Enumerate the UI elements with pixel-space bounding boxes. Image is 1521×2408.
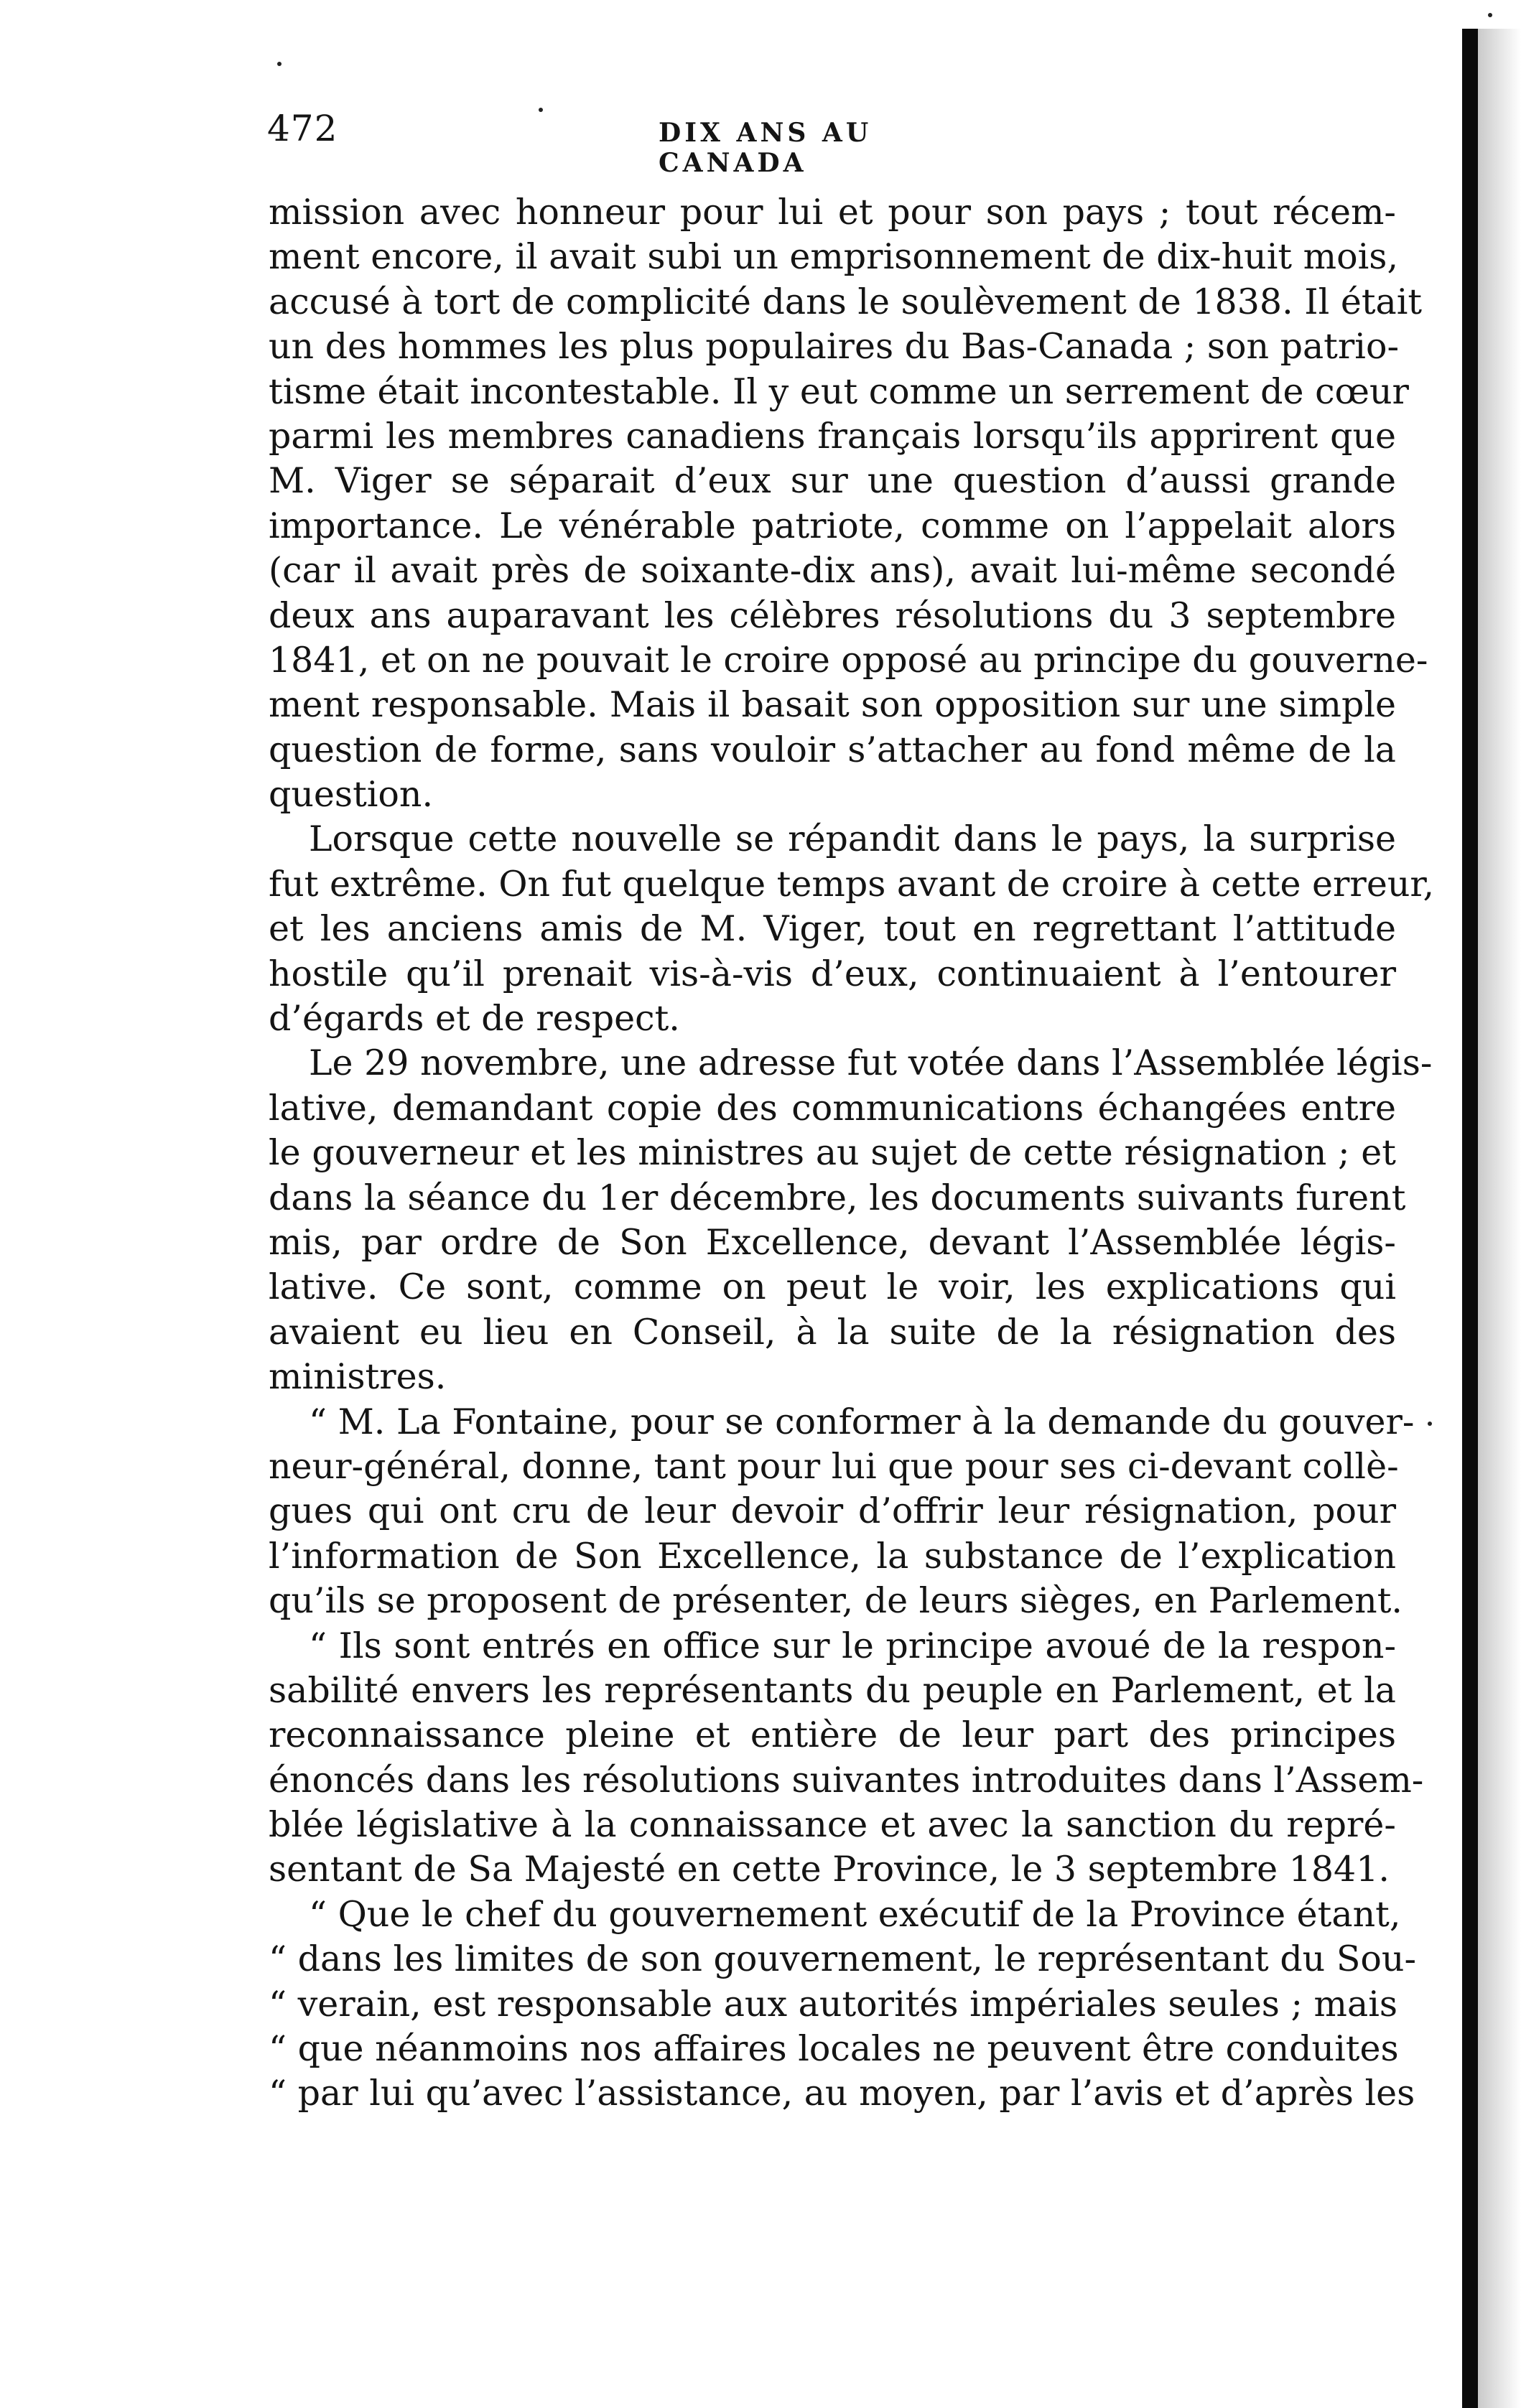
text-line: lative. Ce sont, comme on peut le voir, les explications qui — [269, 1266, 1396, 1308]
text-line: 1841, et on ne pouvait le croire opposé au principe du gouverne- — [269, 639, 1428, 681]
text-line: ministres. — [269, 1356, 447, 1398]
body-text — [269, 190, 1435, 2117]
text-line: d’égards et de respect. — [269, 998, 680, 1040]
text-line: lative, demandant copie des communications échangées entre — [269, 1087, 1396, 1129]
text-line: tisme était incontestable. Il y eut comme un serrement de cœur — [269, 370, 1409, 412]
text-line: Lorsque cette nouvelle se répandit dans le pays, la surprise — [309, 818, 1396, 860]
text-line: “ Ils sont entrés en office sur le principe avoué de la respon- — [309, 1625, 1396, 1666]
text-line: sentant de Sa Majesté en cette Province, le 3 septembre 1841. — [269, 1849, 1390, 1890]
text-line: dans la séance du 1er décembre, les documents suivants furent — [269, 1177, 1406, 1218]
text-line: ment encore, il avait subi un emprisonnement de dix-huit mois, — [269, 236, 1399, 278]
text-line: “ que néanmoins nos affaires locales ne peuvent être conduites — [269, 2028, 1399, 2070]
text-line: neur-général, donne, tant pour lui que pour ses ci-devant collè- — [269, 1445, 1399, 1487]
text-line: (car il avait près de soixante-dix ans), avait lui-même secondé — [269, 550, 1396, 592]
text-line: importance. Le vénérable patriote, comme on l’appelait alors — [269, 505, 1396, 546]
scan-edge-shadow — [1462, 29, 1478, 2408]
text-line: énoncés dans les résolutions suivantes introduites dans l’Assem- — [269, 1759, 1424, 1801]
text-line: M. Viger se séparait d’eux sur une question d’aussi grande — [269, 460, 1396, 502]
text-line: question. — [269, 774, 434, 816]
text-line: deux ans auparavant les célèbres résolutions du 3 septembre — [269, 594, 1396, 636]
text-line: question de forme, sans vouloir s’attacher au fond même de la — [269, 729, 1396, 770]
text-line: accusé à tort de complicité dans le soulèvement de 1838. Il était — [269, 281, 1423, 322]
scan-speck — [1428, 1422, 1432, 1426]
text-line: “ verain, est responsable aux autorités impériales seules ; mais — [269, 1983, 1398, 2025]
page-header — [267, 108, 1028, 178]
running-title: DIX ANS AU CANADA — [659, 118, 873, 178]
text-line: “ Que le chef du gouvernement exécutif de la Province étant, — [309, 1893, 1401, 1935]
scan-speck — [1488, 13, 1492, 17]
text-line: mission avec honneur pour lui et pour son pays ; tout récem- — [269, 192, 1396, 233]
text-line: Le 29 novembre, une adresse fut votée dans l’Assemblée légis- — [309, 1042, 1433, 1084]
text-line: l’information de Son Excellence, la substance de l’explication — [269, 1535, 1396, 1577]
text-line: hostile qu’il prenait vis-à-vis d’eux, continuaient à l’entourer — [269, 953, 1396, 994]
text-line: mis, par ordre de Son Excellence, devant l’Assemblée légis- — [269, 1221, 1396, 1263]
page-number: 472 — [267, 108, 338, 149]
text-line: “ M. La Fontaine, pour se conformer à la demande du gouver- — [309, 1401, 1415, 1442]
text-line: avaient eu lieu en Conseil, à la suite de la résignation des — [269, 1311, 1396, 1353]
scan-edge-fade — [1478, 29, 1521, 2408]
scan-speck — [277, 62, 282, 66]
text-line: gues qui ont cru de leur devoir d’offrir leur résignation, pour — [269, 1490, 1396, 1532]
text-line: reconnaissance pleine et entière de leur part des principes — [269, 1714, 1396, 1756]
text-line: et les anciens amis de M. Viger, tout en regrettant l’attitude — [269, 908, 1396, 950]
scan-speck — [539, 108, 543, 112]
text-line: qu’ils se proposent de présenter, de leurs sièges, en Parlement. — [269, 1580, 1403, 1622]
text-line: ment responsable. Mais il basait son opposition sur une simple — [269, 684, 1396, 726]
text-line: le gouverneur et les ministres au sujet de cette résignation ; et — [269, 1132, 1396, 1174]
text-line: fut extrême. On fut quelque temps avant de croire à cette erreur, — [269, 863, 1435, 905]
text-line: un des hommes les plus populaires du Bas-Canada ; son patrio- — [269, 326, 1400, 368]
text-line: sabilité envers les représentants du peuple en Parlement, et la — [269, 1669, 1396, 1711]
text-line: “ par lui qu’avec l’assistance, au moyen, par l’avis et d’après les — [269, 2073, 1415, 2114]
text-line: “ dans les limites de son gouvernement, le représentant du Sou- — [269, 1938, 1417, 1980]
text-line: parmi les membres canadiens français lorsqu’ils apprirent que — [269, 415, 1396, 457]
text-line: blée législative à la connaissance et avec la sanction du repré- — [269, 1804, 1396, 1846]
